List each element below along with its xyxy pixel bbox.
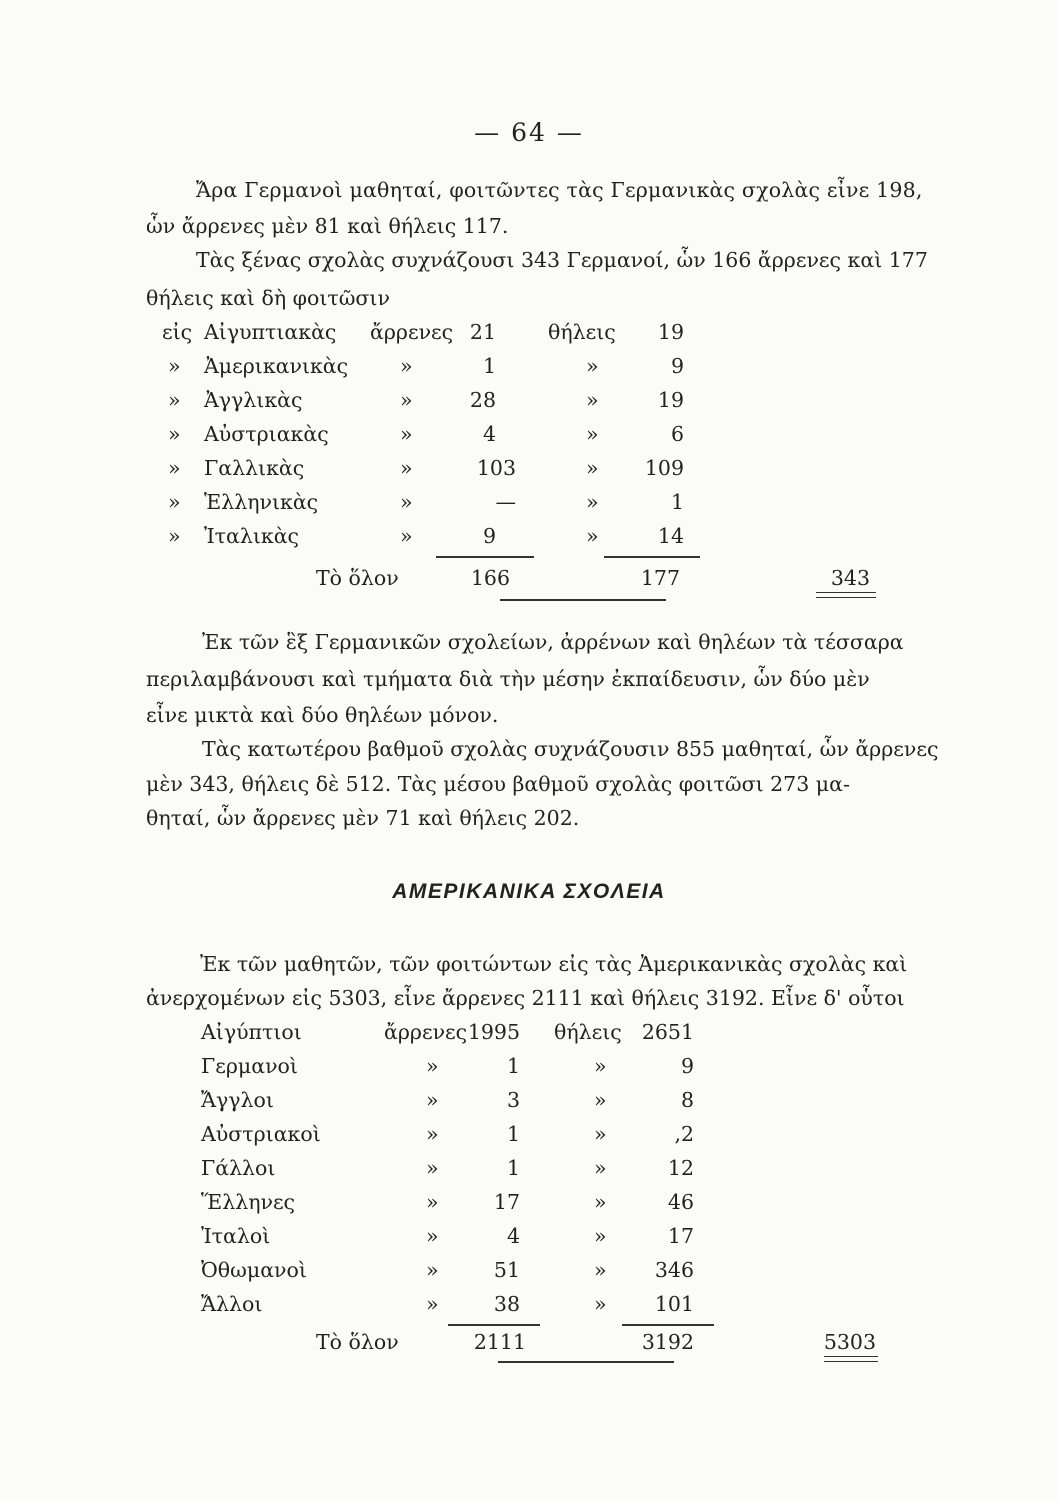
school-name: Ἀμερικανικὰς [204,354,349,378]
table1-row [0,354,1058,382]
middle-line-2: περιλαμβάνουσι καὶ τμήματα διὰ τὴν μέσην ἐκπαίδευσιν, ὧν δύο μὲν [146,667,870,691]
male-count: 4 [482,422,496,446]
ditto-mark: » [426,1292,439,1316]
sum-rule [622,1324,714,1326]
ditto-mark: » [400,524,413,548]
ditto-mark: » [426,1156,439,1180]
school-name: Γαλλικὰς [204,456,305,480]
male-count: 1 [506,1156,520,1180]
table2-row [0,1088,1058,1116]
school-name: Ἀγγλικὰς [204,388,303,412]
ditto-mark: » [426,1224,439,1248]
nation-name: Ἄγγλοι [201,1088,274,1112]
female-count: 109 [644,456,684,480]
middle-line-6: θηταί, ὧν ἄρρενες μὲν 71 καὶ θήλεις 202. [146,806,580,830]
female-count: 101 [654,1292,694,1316]
female-count: 1 [670,490,684,514]
female-count: 19 [657,388,684,412]
total-label: Τὸ ὅλον [316,566,399,590]
ditto-mark: » [400,354,413,378]
table1-total-row [0,566,1058,594]
male-count: 51 [493,1258,520,1282]
page-number: — 64 — [474,118,584,147]
female-count: 8 [680,1088,694,1112]
ditto-mark: » [586,354,599,378]
nation-name: Ἕλληνες [201,1190,296,1214]
sum-rule [448,1324,540,1326]
nation-name: Ὀθωμανοὶ [201,1258,307,1282]
male-count: 1 [506,1122,520,1146]
ditto-mark: » [168,490,181,514]
intro-line-4: θήλεις καὶ δὴ φοιτῶσιν [146,286,390,310]
middle-line-1: Ἐκ τῶν ἓξ Γερμανικῶν σχολείων, ἀρρένων καὶ θηλέων τὰ τέσσαρα [202,630,904,654]
ditto-mark: » [400,490,413,514]
female-count: 19 [657,320,684,344]
table2-row [0,1190,1058,1218]
table1-row [0,524,1058,552]
male-count: 21 [469,320,496,344]
american-line-2: ἀνερχομένων εἰς 5303, εἶνε ἄρρενες 2111 καὶ θήλεις 3192. Εἶνε δ' οὗτοι [146,986,905,1010]
label-female: θήλεις [548,320,616,344]
school-name: Ἰταλικὰς [204,524,300,548]
prefix-eis: εἰς [162,320,193,344]
male-count: 4 [506,1224,520,1248]
middle-line-3: εἶνε μικτὰ καὶ δύο θηλέων μόνον. [146,703,499,727]
table2-row [0,1156,1058,1184]
total-male: 166 [470,566,510,590]
male-count: 1 [482,354,496,378]
ditto-mark: » [168,388,181,412]
ditto-mark: » [168,524,181,548]
ditto-mark: » [594,1258,607,1282]
ditto-mark: » [426,1088,439,1112]
ditto-mark: » [400,456,413,480]
double-rule [824,1356,878,1357]
label-male: ἄρρενες [370,320,454,344]
total-male: 2111 [473,1330,526,1354]
table1-row [0,320,1058,348]
table2-row [0,1292,1058,1320]
ditto-mark: » [586,422,599,446]
female-count: 9 [680,1054,694,1078]
double-rule [816,592,876,593]
ditto-mark: » [426,1122,439,1146]
ditto-mark: » [586,490,599,514]
ditto-mark: » [400,388,413,412]
ditto-mark: » [168,354,181,378]
total-label: Τὸ ὅλον [316,1330,399,1354]
sum-rule [604,556,700,558]
male-count: 1995 [467,1020,520,1044]
american-line-1: Ἐκ τῶν μαθητῶν, τῶν φοιτώντων εἰς τὰς Ἀμερικανικὰς σχολὰς καὶ [200,952,908,976]
ditto-mark: » [594,1122,607,1146]
nation-name: Αἰγύπτιοι [201,1020,302,1044]
ditto-mark: » [594,1088,607,1112]
female-count: 9 [670,354,684,378]
middle-line-5: μὲν 343, θήλεις δὲ 512. Τὰς μέσου βαθμοῦ σχολὰς φοιτῶσι 273 μα- [146,772,850,796]
total-female: 177 [640,566,680,590]
section-heading: ΑΜΕΡΙΚΑΝΙΚΑ ΣΧΟΛΕΙΑ [392,880,666,903]
intro-line-3: Τὰς ξένας σχολὰς συχνάζουσι 343 Γερμανοί, ὧν 166 ἄρρενες καὶ 177 [196,248,928,272]
table1-row [0,490,1058,518]
total-female: 3192 [641,1330,694,1354]
female-count: 346 [654,1258,694,1282]
grand-total: 343 [830,566,870,590]
intro-line-2: ὧν ἄρρενες μὲν 81 καὶ θήλεις 117. [146,214,509,238]
table2-row [0,1054,1058,1082]
ditto-mark: » [594,1224,607,1248]
female-count: 12 [667,1156,694,1180]
separator-rule [498,1361,674,1363]
label-female: θήλεις [554,1020,622,1044]
male-count: 1 [506,1054,520,1078]
school-name: Αἰγυπτιακὰς [204,320,337,344]
sum-rule [436,556,534,558]
nation-name: Ἄλλοι [201,1292,263,1316]
female-count: 14 [657,524,684,548]
nation-name: Γάλλοι [201,1156,276,1180]
table2-row [0,1020,1058,1048]
table1-row [0,456,1058,484]
intro-line-1: Ἄρα Γερμανοὶ μαθηταί, φοιτῶντες τὰς Γερμανικὰς σχολὰς εἶνε 198, [196,178,923,202]
male-count: 38 [493,1292,520,1316]
school-name: Ἑλληνικὰς [204,490,319,514]
ditto-mark: » [168,422,181,446]
ditto-mark: » [594,1054,607,1078]
table2-row [0,1122,1058,1150]
nation-name: Αὐστριακοὶ [201,1122,321,1146]
male-count: 3 [506,1088,520,1112]
female-count: 17 [667,1224,694,1248]
double-rule [824,1361,878,1362]
ditto-mark: » [426,1054,439,1078]
double-rule [816,597,876,598]
table2-row [0,1224,1058,1252]
male-count: — [495,490,516,514]
male-count: 28 [469,388,496,412]
male-count: 103 [476,456,516,480]
school-name: Αὐστριακὰς [204,422,329,446]
ditto-mark: » [168,456,181,480]
table1-row [0,422,1058,450]
table1-row [0,388,1058,416]
separator-rule [500,599,666,601]
ditto-mark: » [426,1258,439,1282]
ditto-mark: » [586,456,599,480]
ditto-mark: » [594,1292,607,1316]
female-count: 2651 [641,1020,694,1044]
ditto-mark: » [426,1190,439,1214]
nation-name: Γερμανοὶ [201,1054,298,1078]
female-count: ,2 [674,1122,694,1146]
male-count: 17 [493,1190,520,1214]
ditto-mark: » [586,388,599,412]
ditto-mark: » [594,1190,607,1214]
nation-name: Ἰταλοὶ [201,1224,271,1248]
male-count: 9 [482,524,496,548]
grand-total: 5303 [823,1330,876,1354]
middle-line-4: Τὰς κατωτέρου βαθμοῦ σχολὰς συχνάζουσιν 855 μαθηταί, ὧν ἄρρενες [202,737,939,761]
ditto-mark: » [400,422,413,446]
label-male: ἄρρενες [384,1020,468,1044]
female-count: 46 [667,1190,694,1214]
table2-row [0,1258,1058,1286]
table2-total-row [0,1330,1058,1358]
female-count: 6 [670,422,684,446]
ditto-mark: » [586,524,599,548]
ditto-mark: » [594,1156,607,1180]
